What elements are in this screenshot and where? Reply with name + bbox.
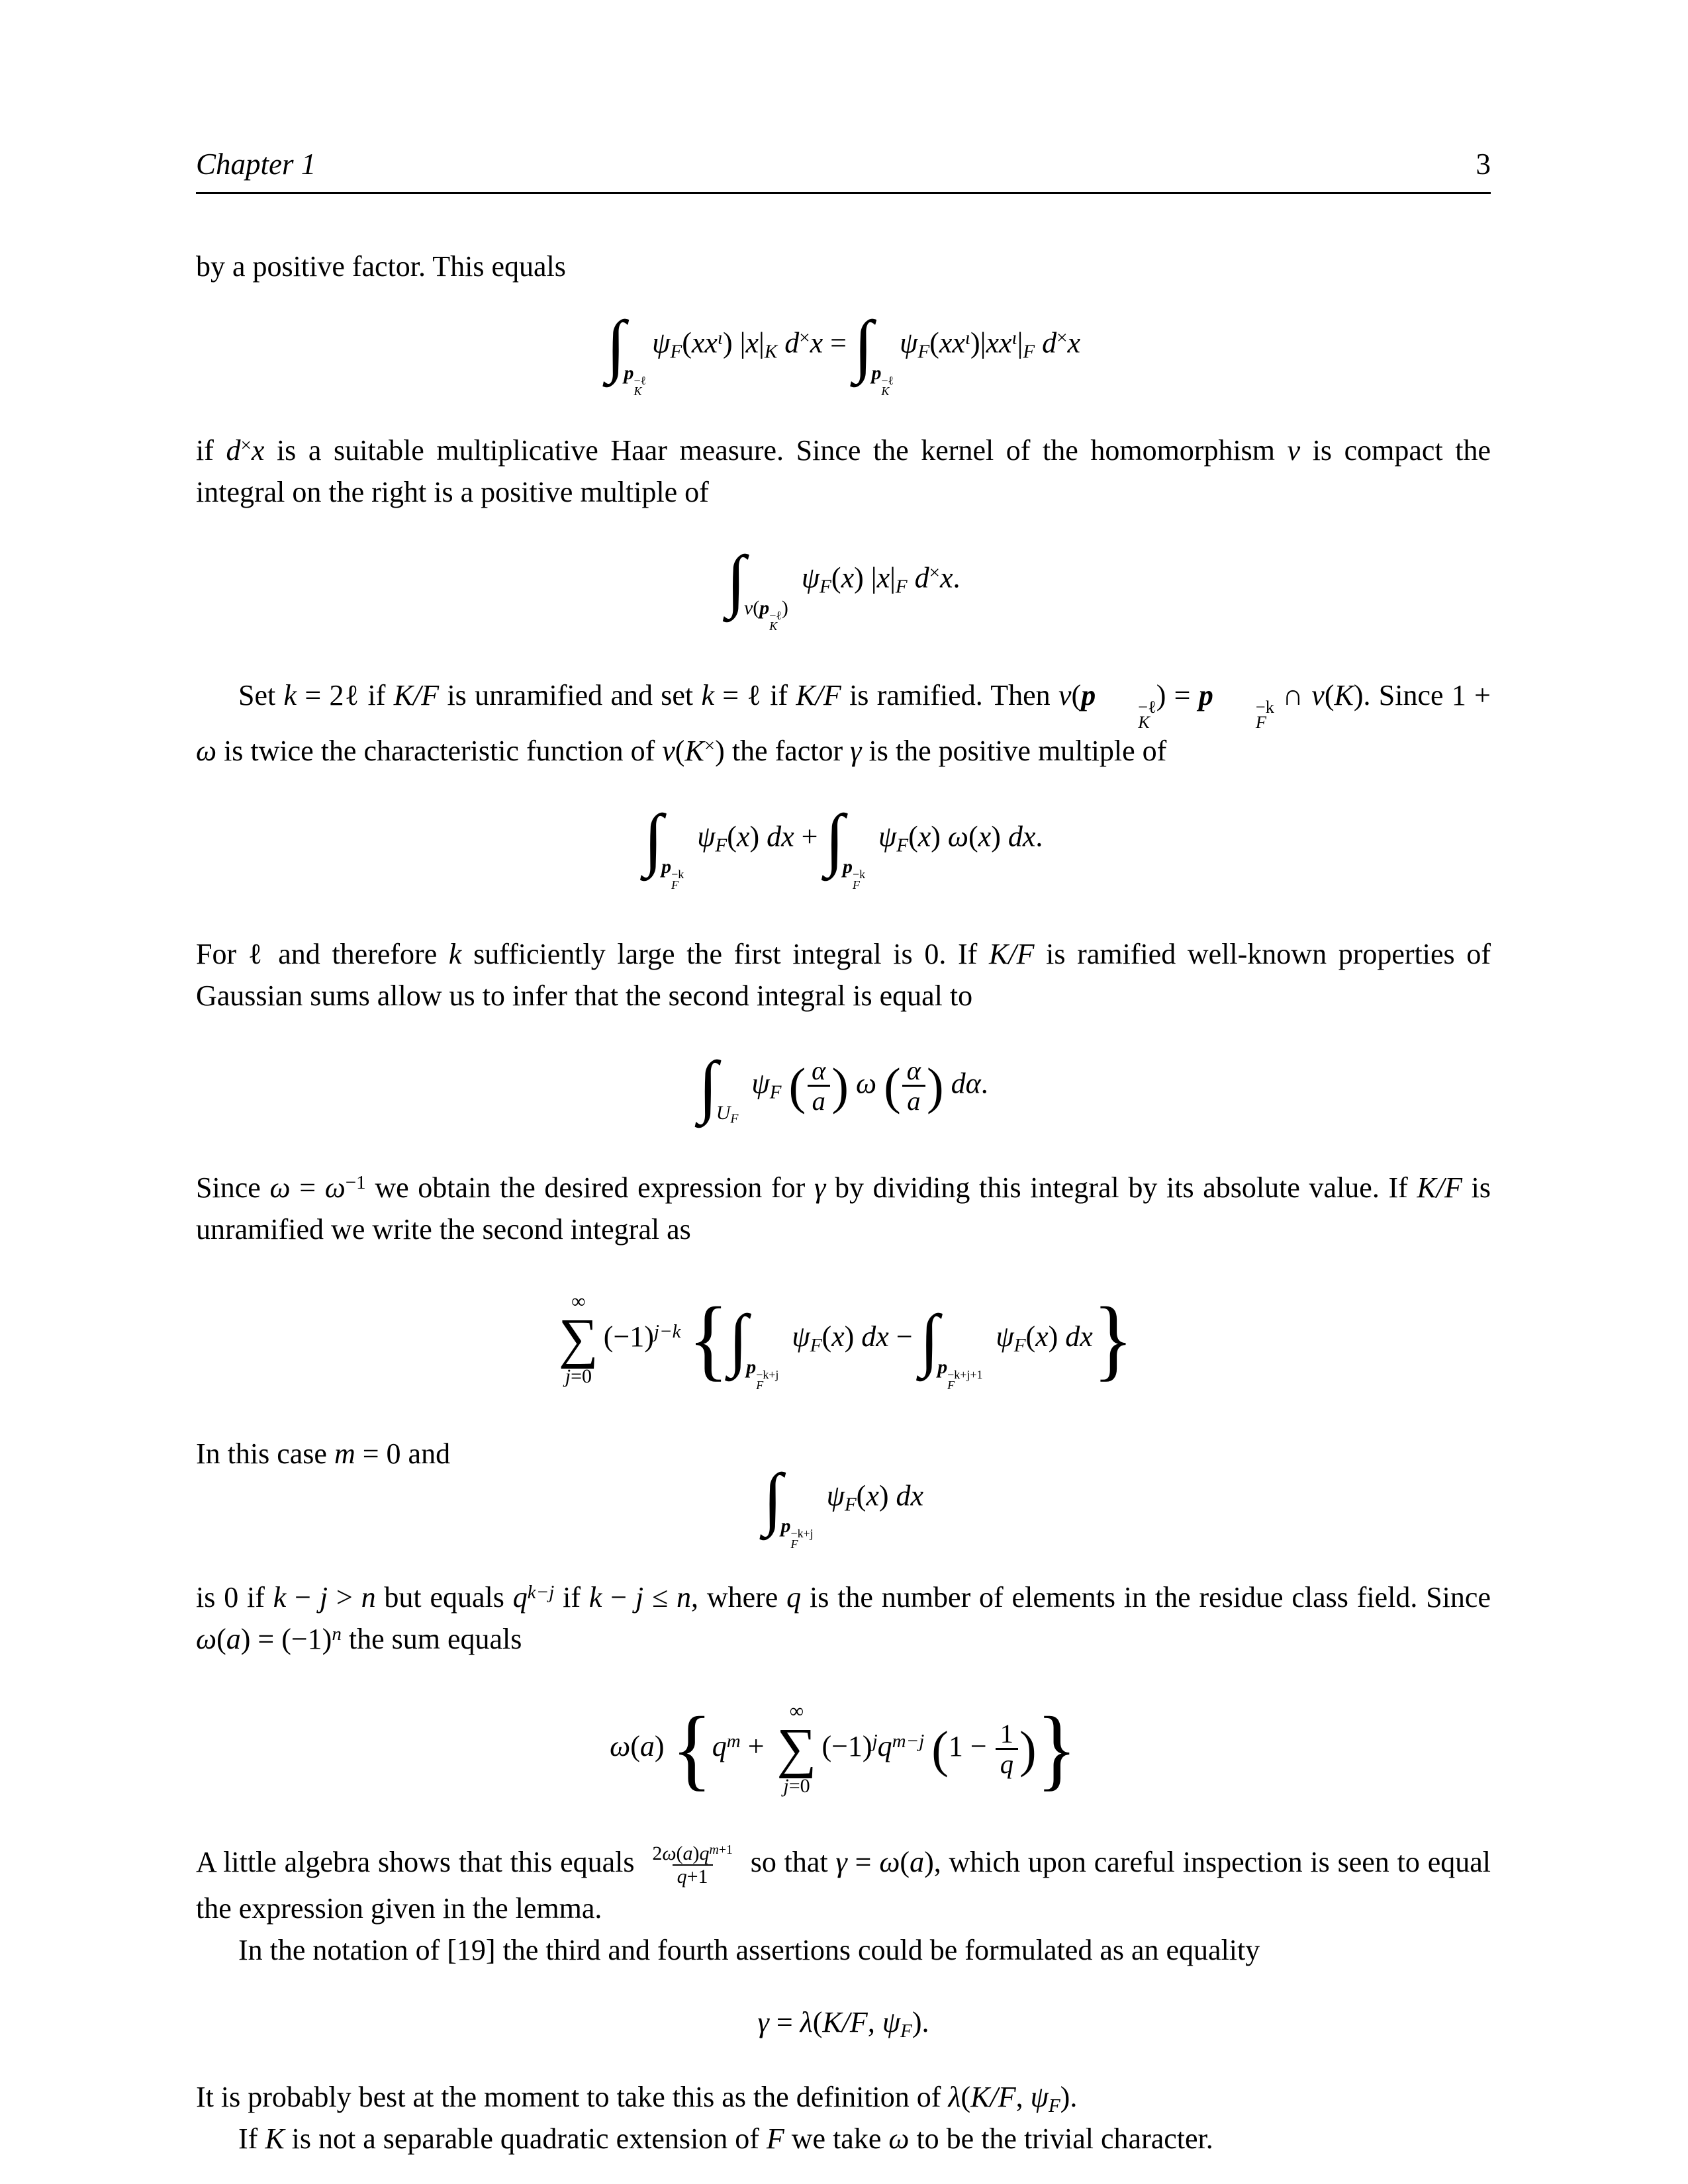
paragraph-definition-lambda: It is probably best at the moment to take this as the definition of λ(K/F, $\psi_F$). bbox=[196, 2080, 1078, 2116]
display-equation-3: ∫p −k F $\psi_F(x)$ dx + ∫p −k F $\psi_F(x)$ ω(x) dx. bbox=[643, 800, 1043, 891]
display-equation-5: ∞ ∑ j=0 $(-1)^{j-k}$ {∫p −k+j F $\psi_F(x)$ dx − ∫p −k+j+1 F $\psi_F(x)$ dx} bbox=[558, 1288, 1134, 1392]
page-content bbox=[196, 194, 1491, 2160]
paragraph-notation-19: In the notation of [19] the third and fourth assertions could be formulated as an equality bbox=[238, 1933, 1260, 1966]
display-equation-6: ∫p −k+j F $\psi_F(x)$ dx bbox=[763, 1459, 924, 1551]
paragraph-set-k: Set k = 2ℓ if K/F is unramified and set k = ℓ if K/F is ramified. Then ν(p −ℓ K ) = p −k F ∩ ν(K). Since 1 + ω is twice the characteristic function of ν(K×) the factor γ is the positive multiple of bbox=[196, 678, 1491, 768]
paragraph-intro: by a positive factor. This equals bbox=[196, 250, 566, 283]
paragraph-little-algebra: A little algebra shows that this equals $\frac{2\omega(a)q^{m+1}}{q+1}$ so that γ = ω(a), which upon careful inspection is seen to equal the expression given in the lemma. bbox=[196, 1842, 1491, 1925]
page-number: 3 bbox=[1476, 148, 1491, 181]
paragraph-case-m-zero: In this case m = 0 and bbox=[196, 1437, 451, 1471]
paragraph-residue-field: is 0 if k − j > n but equals $q^{k-j}$ if k − j ≤ n, where q is the number of elements in the residue class field. Since $\omega(a) = (-1)^n$ the sum equals bbox=[196, 1580, 1491, 1655]
running-header-chapter: Chapter 1 bbox=[196, 148, 316, 181]
display-equation-4: $\int U_F$ $\psi_F$ ( $\frac{\alpha}{a}$ ) ω ( $\frac{\alpha}{a}$ ) dα. bbox=[698, 1046, 988, 1126]
paragraph-trivial-character: If K is not a separable quadratic extension of F we take ω to be the trivial character. bbox=[238, 2122, 1213, 2155]
paragraph-haar-measure: if d×x is a suitable multiplicative Haar measure. Since the kernel of the homomorphism ν is compact the integral on the right is a positive multiple of bbox=[196, 434, 1491, 509]
display-equation-8: γ = λ(K/F, $\psi_F$). bbox=[757, 2005, 929, 2042]
display-equation-7: ω(a) {$q^m$ + ∞ ∑ j=0 $(-1)^jq^{m-j}$ (1 − $\frac{1}{q}$ )} bbox=[610, 1698, 1077, 1799]
paragraph-omega-inverse: Since $\omega = \omega^{-1}$ we obtain the desired expression for γ by dividing this integral by its absolute value. If K/F is unramified we write the second integral as bbox=[196, 1171, 1491, 1246]
page-header bbox=[196, 147, 1491, 181]
paragraph-gaussian-sums: For ℓ and therefore k sufficiently large the first integral is 0. If K/F is ramified well-known properties of Gaussian sums allow us to infer that the second integral is equal to bbox=[196, 937, 1491, 1012]
display-equation-1: ∫p −ℓ K $\psi_F(xx^\iota)$ $|x|_K$ d×x = ∫p −ℓ K $\psi_F(xx^\iota)|xx^\iota|_F$ d×x bbox=[606, 306, 1081, 398]
display-equation-2: ∫ν(p −ℓ K ) $\psi_F(x)$ $|x|_F$ d×x. bbox=[726, 541, 961, 633]
